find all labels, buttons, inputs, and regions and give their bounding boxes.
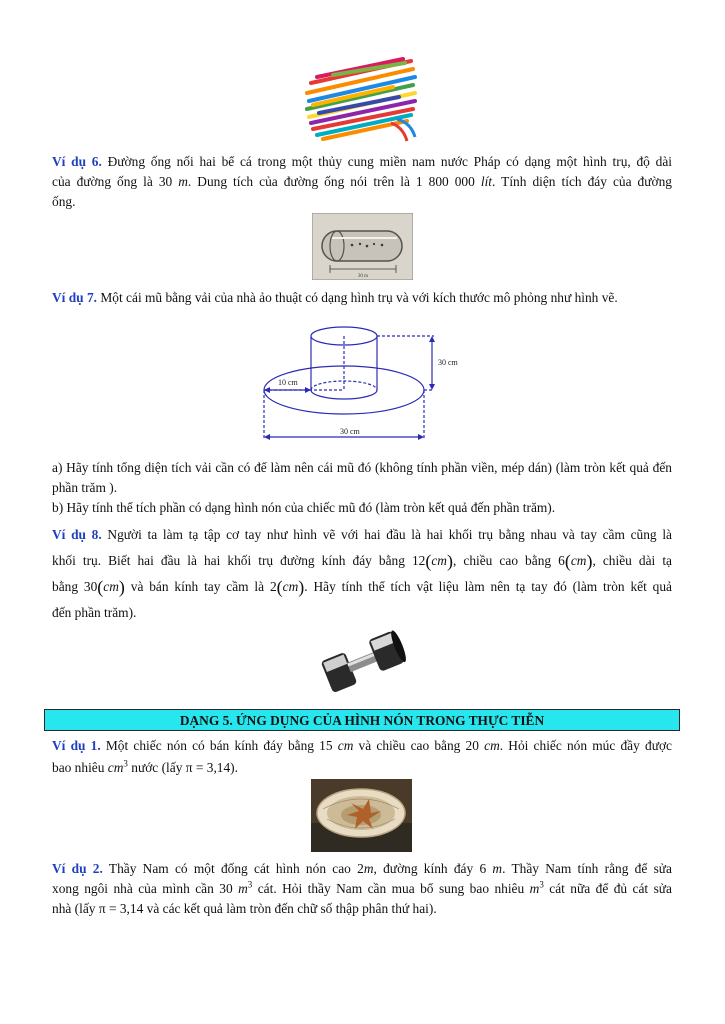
tube-photo [312,213,413,280]
example-2-label: Ví dụ 2. [52,861,103,876]
example-8-line4: đến phần trăm). [52,605,137,620]
example-2-line3: nhà (lấy π = 3,14 và các kết quả làm tròn đến chữ số thập phân thứ hai). [52,901,437,916]
example-2-line1: Ví dụ 2. Thầy Nam có một đống cát hình nón cao 2m, đường kính đáy 6 m. Thầy Nam tính rằng để sửa [52,861,672,876]
question-a-line2: phần trăm ). [52,480,118,495]
example-6-line2: của đường ống là 30 m. Dung tích của đường ống nói trên là 1 800 000 lít. Tính diện tích đáy của đường [52,174,672,189]
radius-label: 10 cm [278,378,298,387]
question-b: b) Hãy tính thể tích phần có dạng hình nón của chiếc mũ đó (làm tròn kết quả đến phần trăm). [52,500,556,515]
conical-hat-photo [311,779,412,852]
example-8-label: Ví dụ 8. [52,527,102,542]
hat-diagram [258,318,473,443]
example-1 [52,735,672,779]
question-a-line1: a) Hãy tính tổng diện tích vải cần có để làm nên cái mũ đó (không tính phần viền, mép dán) (làm tròn kết quả đến [52,460,672,475]
width-label: 30 cm [340,427,360,436]
example-8-line2: khối trụ. Biết hai đầu là hai khối trụ đường kính đáy bằng 12(cm), chiều cao bằng 6(cm), chiều dài tạ [52,551,672,571]
tube-dimension-label: 30 m [357,274,369,279]
example-6-line1: Ví dụ 6. Đường ống nối hai bể cá trong một thủy cung miền nam nước Pháp có dạng một hình trụ, độ dài [52,154,672,169]
example-2-line2: xong ngôi nhà của mình cần 30 $m^3$ cát. Hỏi thầy Nam cần mua bổ sung bao nhiêu $m^3$ cát nữa để đủ cát sửa [52,879,673,896]
straws-image [303,53,419,145]
example-7-label: Ví dụ 7. [52,290,98,305]
example-8-line1: Ví dụ 8. Người ta làm tạ tập cơ tay như hình vẽ với hai đầu là hai khối trụ bằng nhau và tay cầm cũng là [52,527,672,542]
height-label: 30 cm [438,358,458,367]
example-6 [52,152,672,212]
example-1-line1: Ví dụ 1. Một chiếc nón có bán kính đáy bằng 15 cm và chiều cao bằng 20 cm. Hỏi chiếc nón múc đầy được [52,738,672,753]
section-banner: DẠNG 5. ỨNG DỤNG CỦA HÌNH NÓN TRONG THỰC TIỄN [44,709,680,731]
example-7-questions [52,458,672,518]
example-6-line3: ống. [52,194,76,209]
example-1-line2: bao nhiêu $cm^3$ nước (lấy π = 3,14). [52,758,238,775]
dumbbell-photo [311,620,413,700]
example-6-label: Ví dụ 6. [52,154,102,169]
example-1-label: Ví dụ 1. [52,738,101,753]
example-2 [52,859,672,919]
example-7: Ví dụ 7. Một cái mũ bằng vải của nhà ảo thuật có dạng hình trụ và với kích thước mô phỏng như hình vẽ. [52,290,618,305]
example-8 [52,522,672,626]
example-8-line3: bằng 30(cm) và bán kính tay cầm là 2(cm). Hãy tính thể tích vật liệu làm nên tạ tay đó (làm tròn kết quả [52,577,672,597]
